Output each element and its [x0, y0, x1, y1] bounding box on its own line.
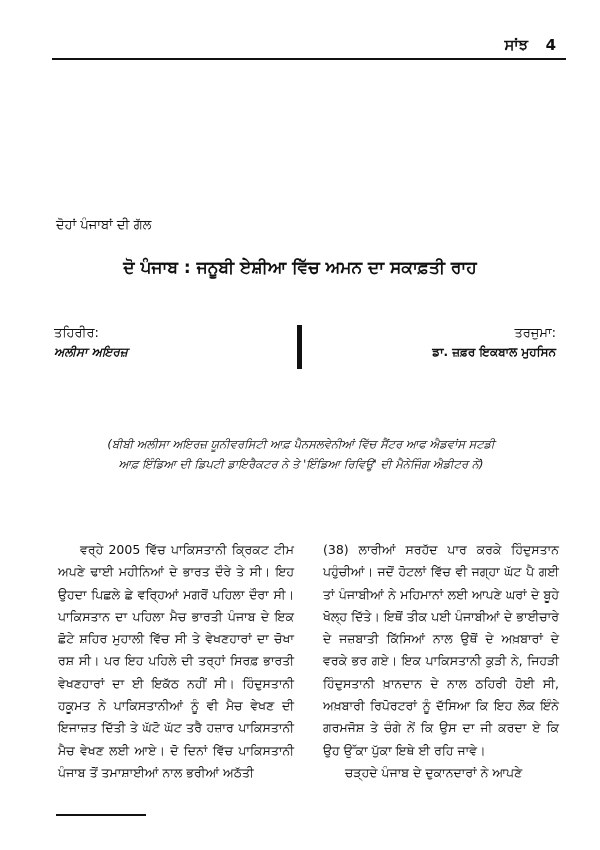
article-title: ਦੋ ਪੰਜਾਬ : ਜਨੂਬੀ ਏਸ਼ੀਆ ਵਿੱਚ ਅਮਨ ਦਾ ਸਕਾਫ਼ਤੀ ਰਾਹ — [123, 258, 477, 278]
footnote-rule — [56, 814, 146, 816]
author-bio — [60, 434, 542, 474]
author-bio-line: (ਬੀਬੀ ਅਲੀਸਾ ਅਇਰਜ਼ ਯੂਨੀਵਰਸਿਟੀ ਆਫ਼ ਪੈਨਸਲਵੇਨੀਆਂ ਵਿੱਚ ਸੈਂਟਰ ਆਫ ਐਡਵਾਂਸ ਸਟਡੀ — [107, 437, 495, 451]
author-bio-line: ਆਫ਼ ਇੰਡਿਆ ਦੀ ਡਿਪਟੀ ਡਾਇਰੈਕਟਰ ਨੇ ਤੇ 'ਇੰਡਿਆ ਰਿਵਿਊ' ਦੀ ਮੈਨੇਜਿੰਗ ਐਡੀਟਰ ਨੇਂ) — [118, 457, 484, 471]
header-rule — [52, 58, 566, 60]
body-column-left — [58, 539, 294, 784]
body-column-right — [323, 539, 559, 784]
writer-label: ਤਹਿਰੀਰ: — [54, 326, 99, 341]
writer-name: ਅਲੀਸਾ ਅਇਰਜ਼ — [54, 345, 128, 359]
series-label: ਦੋਹਾਂ ਪੰਜਾਬਾਂ ਦੀ ਗੱਲ — [56, 218, 152, 233]
translator-label: ਤਰਜੁਮਾ: — [514, 326, 556, 341]
byline-divider — [297, 325, 302, 369]
body-paragraph: (38) ਲਾਰੀਆਂ ਸਰਹੱਦ ਪਾਰ ਕਰਕੇ ਹਿੰਦੁਸਤਾਨ ਪਹੁੰਚੀਆਂ। ਜਦੋਂ ਹੋਟਲਾਂ ਵਿੱਚ ਵੀ ਜਗ੍ਹਾ ਘੱਟ ਪੈ ਗਈ ਤਾਂ ਪੰਜਾਬੀਆਂ ਨੇ ਮਹਿਮਾਨਾਂ ਲਈ ਆਪਣੇ ਘਰਾਂ ਦੇ ਬੂਹੇ ਖੋਲ੍ਹ ਦਿੱਤੇ। ਇਥੋਂ ਤੀਕ ਪਈ ਪੰਜਾਬੀਆਂ ਦੇ ਭਾਈਚਾਰੇ ਦੇ ਜਜ਼ਬਾਤੀ ਕਿੱਸਿਆਂ ਨਾਲ ਉਥੋਂ ਦੇ ਅਖ਼ਬਾਰਾਂ ਦੇ ਵਰਕੇ ਭਰ ਗਏ। ਇਕ ਪਾਕਿਸਤਾਨੀ ਕੁੜੀ ਨੇ, ਜਿਹੜੀ ਹਿੰਦੁਸਤਾਨੀ ਖ਼ਾਨਦਾਨ ਦੇ ਨਾਲ ਠਹਿਰੀ ਹੋਈ ਸੀ, ਅਖ਼ਬਾਰੀ ਰਿਪੋਰਟਰਾਂ ਨੂੰ ਦੱਸਿਆ ਕਿ ਇਹ ਲੋਕ ਇੰਨੇ ਗਰਮਜੋਸ਼ ਤੇ ਚੰਗੇ ਨੇਂ ਕਿ ਉਸ ਦਾ ਜੀ ਕਰਦਾ ਏ ਕਿ ਉਹ ਉੱਕਾ ਪੁੱਕਾ ਇਥੇ ਈ ਰਹਿ ਜਾਵੇ। — [323, 542, 559, 758]
page-number: 4 — [545, 36, 556, 54]
running-header-title: ਸਾਂਝ — [504, 36, 528, 54]
body-paragraph: ਚੜ੍ਹਦੇ ਪੰਜਾਬ ਦੇ ਦੁਕਾਨਦਾਰਾਂ ਨੇ ਆਪਣੇ — [345, 764, 523, 780]
body-paragraph: ਵਰ੍ਹੇ 2005 ਵਿੱਚ ਪਾਕਿਸਤਾਨੀ ਕ੍ਰਿਕਟ ਟੀਮ ਅਪਣੇ ਢਾਈ ਮਹੀਨਿਆਂ ਦੇ ਭਾਰਤ ਦੌਰੇ ਤੇ ਸੀ। ਇਹ ਉਹਦਾ ਪਿਛਲੇ ਛੇ ਵਰ੍ਹਿਆਂ ਮਗਰੋਂ ਪਹਿਲਾ ਦੌਰਾ ਸੀ। ਪਾਕਿਸਤਾਨ ਦਾ ਪਹਿਲਾ ਮੈਚ ਭਾਰਤੀ ਪੰਜਾਬ ਦੇ ਇਕ ਛੋਟੇ ਸ਼ਹਿਰ ਮੁਹਾਲੀ ਵਿੱਚ ਸੀ ਤੇ ਵੇਖਣਹਾਰਾਂ ਦਾ ਚੋਖਾ ਰਸ਼ ਸੀ। ਪਰ ਇਹ ਪਹਿਲੇ ਦੀ ਤਰ੍ਹਾਂ ਸਿਰਫ਼ ਭਾਰਤੀ ਵੇਖਣਹਾਰਾਂ ਦਾ ਈ ਇਕੱਠ ਨਹੀਂ ਸੀ। ਹਿੰਦੁਸਤਾਨੀ ਹਕੂਮਤ ਨੇ ਪਾਕਿਸਤਾਨੀਆਂ ਨੂੰ ਵੀ ਮੈਚ ਵੇਖਣ ਦੀ ਇਜਾਜ਼ਤ ਦਿੱਤੀ ਤੇ ਘੱਟੋ ਘੱਟ ਤਰੈ ਹਜ਼ਾਰ ਪਾਕਿਸਤਾਨੀ ਮੈਚ ਵੇਖਣ ਲਈ ਆਏ। ਦੋ ਦਿਨਾਂ ਵਿੱਚ ਪਾਕਿਸਤਾਨੀ ਪੰਜਾਬ ਤੋਂ ਤਮਾਸ਼ਾਈਆਂ ਨਾਲ ਭਰੀਆਂ ਅਠੱਤੀ — [58, 542, 294, 780]
translator-name: ਡਾ. ਜ਼ਫ਼ਰ ਇਕਬਾਲ ਮੁਹਸਿਨ — [432, 345, 556, 359]
